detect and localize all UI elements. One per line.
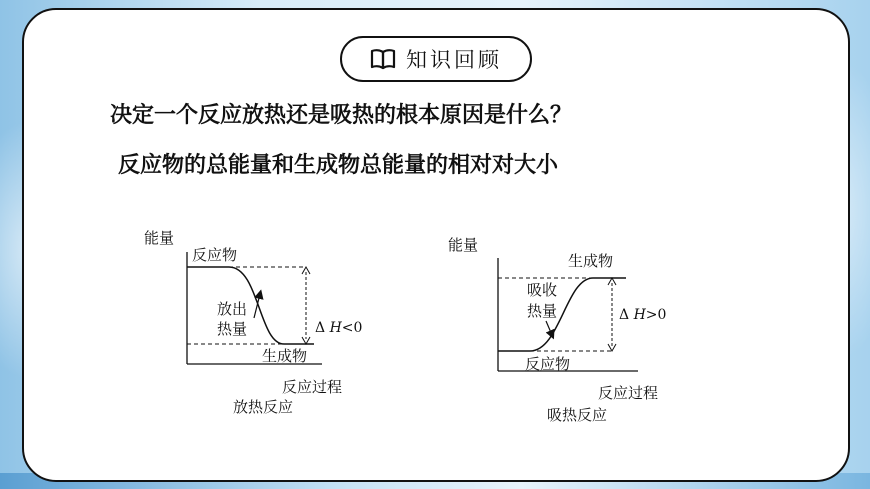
- heat-label-1: 放出: [217, 300, 248, 318]
- endothermic-diagram: [448, 228, 688, 428]
- x-axis-label: 反应过程: [282, 378, 343, 396]
- y-axis-label: 能量: [448, 236, 479, 254]
- exothermic-diagram: [134, 222, 364, 422]
- low-level-label: 生成物: [262, 347, 308, 365]
- y-axis-label: 能量: [144, 229, 175, 247]
- high-level-label: 反应物: [192, 246, 238, 264]
- delta-h-label: Δ H<0: [315, 320, 363, 336]
- diagram-caption: 吸热反应: [547, 406, 608, 424]
- heat-arrow: [546, 321, 552, 335]
- heat-label-2: 热量: [217, 320, 248, 338]
- content-card: [22, 8, 850, 482]
- heat-label-2: 热量: [527, 302, 558, 320]
- high-level-label: 生成物: [568, 252, 614, 270]
- section-header: [340, 36, 532, 82]
- delta-h-label: Δ H>0: [619, 307, 667, 323]
- heat-label-1: 吸收: [527, 281, 558, 299]
- x-axis-label: 反应过程: [598, 384, 659, 402]
- book-icon: [370, 48, 396, 70]
- section-title: 知识回顾: [406, 48, 502, 72]
- question-text: 决定一个反应放热还是吸热的根本原因是什么？: [110, 103, 573, 128]
- answer-text: 反应物的总能量和生成物总能量的相对对大小: [118, 153, 559, 178]
- low-level-label: 反应物: [525, 355, 571, 373]
- diagram-caption: 放热反应: [233, 398, 294, 416]
